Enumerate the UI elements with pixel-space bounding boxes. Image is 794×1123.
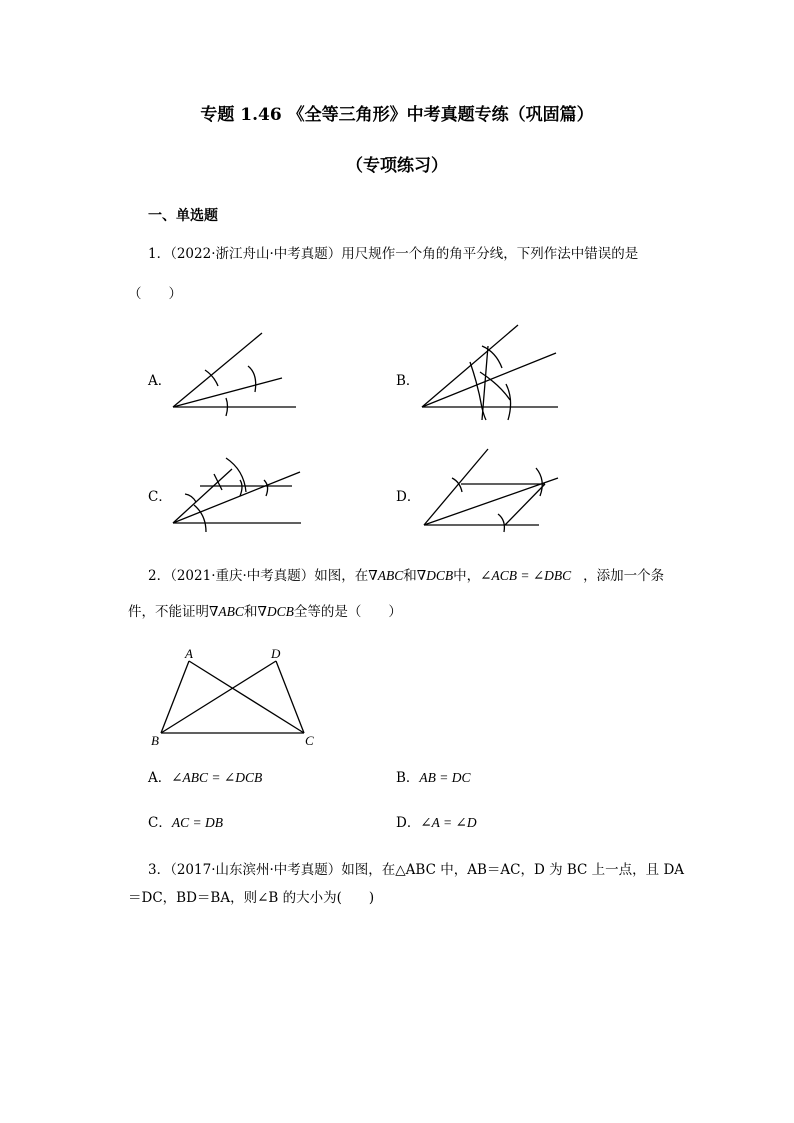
question-3-line-2: ＝DC，BD＝BA，则∠B 的大小为( ) — [128, 890, 375, 906]
q2-line2-and: 和 — [243, 604, 258, 620]
q2-option-c — [148, 813, 223, 833]
section-heading: 一、单选题 — [148, 208, 218, 224]
q2-line2-suffix: 全等的是（ ） — [293, 604, 402, 620]
q2-option-b — [396, 768, 471, 788]
q2-option-c-label: C． — [148, 815, 172, 831]
question-3-line-1: 3．（2017·山东滨州·中考真题）如图，在△ABC 中，AB＝AC，D 为 BC 上一点，且 DA — [148, 862, 685, 878]
q1-option-c-label: C． — [148, 489, 172, 505]
q2-and: 和 — [403, 568, 417, 584]
question-1-answer-paren: （ ） — [128, 286, 182, 302]
q2-option-b-expr: AB = DC — [419, 770, 471, 785]
q2-option-c-expr: AC = DB — [171, 815, 223, 830]
q2-option-d-label: D． — [396, 815, 421, 831]
q2-option-b-label: B． — [396, 770, 420, 786]
q2-label-a: A — [185, 646, 193, 661]
q2-line2-prefix: 件，不能证明 — [128, 604, 209, 620]
q2-line2-triangle-dcb: ∇DCB — [257, 604, 294, 619]
q2-option-d — [396, 813, 477, 833]
q2-condition: ∠ACB = ∠DBC — [480, 568, 572, 583]
q2-prefix: 2．（2021·重庆·中考真题）如图，在 — [148, 568, 369, 584]
q1-option-a-label: A． — [148, 373, 172, 389]
q2-label-c: C — [305, 733, 314, 748]
q2-option-a-label: A． — [148, 770, 172, 786]
page-subtitle: （专项练习） — [346, 156, 448, 176]
q2-triangle-abc: ∇ABC — [368, 568, 404, 583]
q2-line2-triangle-abc: ∇ABC — [209, 604, 244, 619]
q2-label-b: B — [151, 733, 159, 748]
q2-label-d: D — [271, 646, 281, 661]
question-1-text: 1．（2022·浙江舟山·中考真题）用尺规作一个角的角平分线，下列作法中错误的是 — [148, 246, 639, 262]
page-title: 专题 1.46 《全等三角形》中考真题专练（巩固篇） — [200, 105, 594, 125]
q2-triangle-dcb: ∇DCB — [416, 568, 454, 583]
q2-option-a-expr: ∠ABC = ∠DCB — [171, 770, 263, 785]
q1-option-d-label: D． — [396, 489, 421, 505]
q2-option-d-expr: ∠A = ∠D — [420, 815, 477, 830]
q2-suffix: ，添加一个条 — [583, 568, 665, 584]
q2-mid: 中， — [453, 568, 481, 584]
q2-option-a — [148, 768, 262, 788]
q1-option-b-label: B． — [396, 373, 420, 389]
